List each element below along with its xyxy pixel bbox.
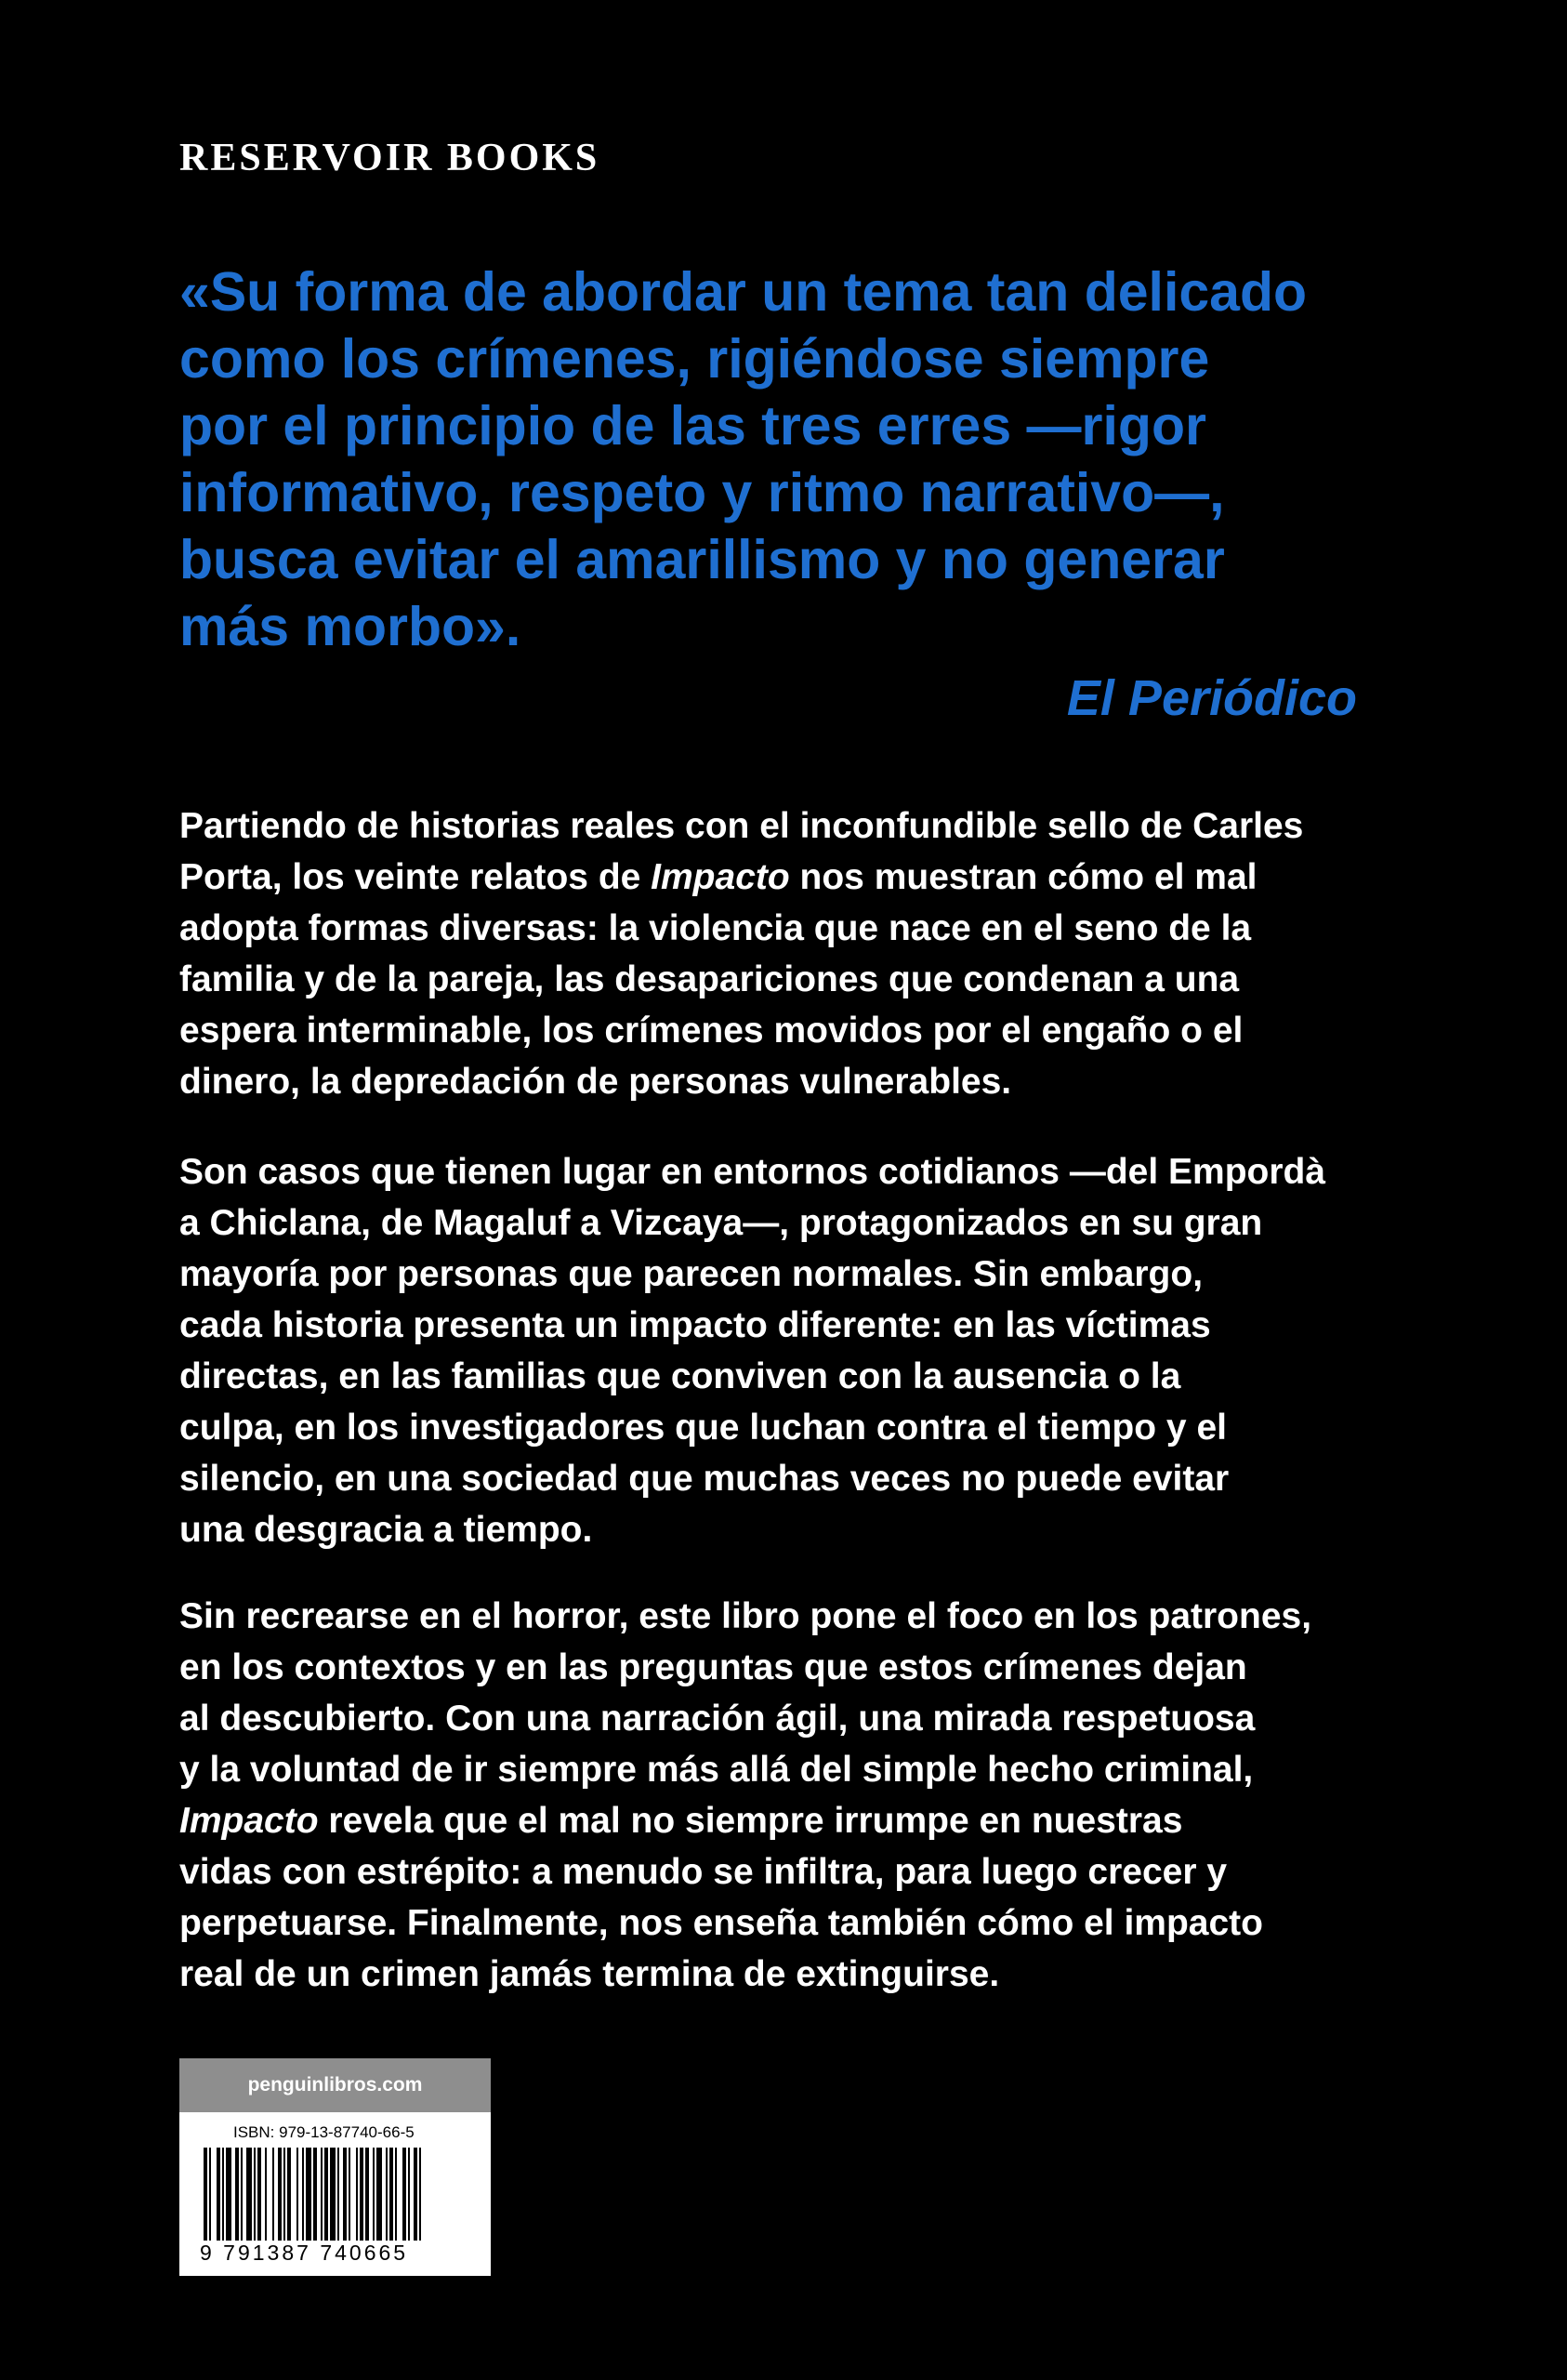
quote-line: busca evitar el amarillismo y no generar xyxy=(179,529,1225,590)
text-line xyxy=(179,1795,1416,1846)
barcode-bar xyxy=(321,2148,323,2241)
barcode-bar xyxy=(360,2148,363,2241)
quote-line: como los crímenes, rigiéndose siempre xyxy=(179,328,1210,390)
barcode-bar xyxy=(349,2148,350,2241)
barcode-bar xyxy=(204,2148,207,2241)
barcode-bar xyxy=(209,2148,211,2241)
barcode-bar xyxy=(408,2148,410,2241)
barcode-bar xyxy=(306,2148,311,2241)
barcode-bar xyxy=(241,2148,243,2241)
barcode-bar xyxy=(226,2148,231,2241)
quote-source: El Periódico xyxy=(1066,670,1357,726)
synopsis-paragraph-2 xyxy=(179,1146,1416,1555)
barcode-bar xyxy=(337,2148,339,2241)
barcode-bar xyxy=(313,2148,317,2241)
synopsis-paragraph-1 xyxy=(179,800,1416,1107)
barcode-bar xyxy=(272,2148,274,2241)
text-line: Son casos que tienen lugar en entornos cotidianos —del Empordà xyxy=(179,1152,1326,1192)
barcode-bar xyxy=(389,2148,393,2241)
text-line: Partiendo de historias reales con el inconfundible sello de Carles xyxy=(179,806,1304,846)
barcode-bar xyxy=(217,2148,220,2241)
barcode-bar xyxy=(402,2148,406,2241)
barcode-bar xyxy=(296,2148,298,2241)
text-line: dinero, la depredación de personas vulnerables. xyxy=(179,1062,1012,1102)
quote-line: «Su forma de abordar un tema tan delicado xyxy=(179,261,1308,323)
publisher-logo: RESERVOIR BOOKS xyxy=(179,137,600,179)
barcode-bar xyxy=(356,2148,358,2241)
barcode-digits: 9 791387 740665 xyxy=(200,2241,409,2265)
text-fragment: revela que el mal no siempre irrumpe en nuestras xyxy=(318,1801,1183,1841)
text-line: mayoría por personas que parecen normales. Sin embargo, xyxy=(179,1254,1204,1294)
quote-line: por el principio de las tres erres —rigor xyxy=(179,395,1206,456)
text-line: espera interminable, los crímenes movidos por el engaño o el xyxy=(179,1011,1244,1051)
text-fragment: nos muestran cómo el mal xyxy=(789,857,1258,897)
barcode-bar xyxy=(373,2148,375,2241)
text-line xyxy=(179,852,1416,903)
text-line: cada historia presenta un impacto diferente: en las víctimas xyxy=(179,1305,1211,1345)
barcode-bar xyxy=(376,2148,382,2241)
barcode-panel xyxy=(179,2058,491,2276)
text-line: silencio, en una sociedad que muchas veces no puede evitar xyxy=(179,1459,1230,1499)
barcode-bar xyxy=(302,2148,304,2241)
book-title: Impacto xyxy=(179,1801,319,1841)
text-line: una desgracia a tiempo. xyxy=(179,1510,593,1550)
barcode-bar xyxy=(365,2148,369,2241)
barcode-bar xyxy=(265,2148,267,2241)
quote-line: informativo, respeto y ritmo narrativo—, xyxy=(179,462,1225,523)
barcode-bar xyxy=(419,2148,421,2241)
publisher-website: penguinlibros.com xyxy=(179,2058,491,2112)
text-line: culpa, en los investigadores que luchan contra el tiempo y el xyxy=(179,1408,1227,1448)
text-line: Sin recrearse en el horror, este libro pone el foco en los patrones, xyxy=(179,1596,1312,1636)
review-quote xyxy=(179,258,1416,660)
barcode-bar xyxy=(283,2148,285,2241)
text-fragment: Porta, los veinte relatos de xyxy=(179,857,652,897)
text-line: a Chiclana, de Magaluf a Vizcaya—, protagonizados en su gran xyxy=(179,1203,1263,1243)
barcode-bar xyxy=(246,2148,252,2241)
text-line: directas, en las familias que conviven con la ausencia o la xyxy=(179,1356,1181,1396)
barcode-bar xyxy=(278,2148,282,2241)
synopsis-paragraph-3 xyxy=(179,1591,1416,2000)
barcode-bar xyxy=(343,2148,347,2241)
barcode-bar xyxy=(330,2148,336,2241)
book-title: Impacto xyxy=(651,857,790,897)
text-line: perpetuarse. Finalmente, nos enseña también cómo el impacto xyxy=(179,1903,1263,1943)
barcode-bar xyxy=(287,2148,291,2241)
barcode-bar xyxy=(235,2148,239,2241)
barcode-bar xyxy=(257,2148,261,2241)
text-line: y la voluntad de ir siempre más allá del simple hecho criminal, xyxy=(179,1750,1254,1790)
text-line: adopta formas diversas: la violencia que nace en el seno de la xyxy=(179,908,1252,948)
barcode-bar xyxy=(414,2148,417,2241)
text-line: en los contextos y en las preguntas que estos crímenes dejan xyxy=(179,1647,1247,1687)
barcode-bar xyxy=(395,2148,397,2241)
barcode-image xyxy=(198,2148,472,2241)
barcode-bar xyxy=(386,2148,388,2241)
barcode-bar xyxy=(324,2148,328,2241)
barcode-bar xyxy=(222,2148,224,2241)
text-line: real de un crimen jamás termina de extinguirse. xyxy=(179,1954,1000,1994)
quote-line: más morbo». xyxy=(179,596,521,657)
isbn-label: ISBN: 979-13-87740-66-5 xyxy=(233,2123,415,2141)
text-line: al descubierto. Con una narración ágil, una mirada respetuosa xyxy=(179,1699,1256,1739)
text-line: familia y de la pareja, las desapariciones que condenan a una xyxy=(179,959,1240,999)
barcode-bar xyxy=(254,2148,256,2241)
text-line: vidas con estrépito: a menudo se infiltra, para luego crecer y xyxy=(179,1852,1228,1892)
